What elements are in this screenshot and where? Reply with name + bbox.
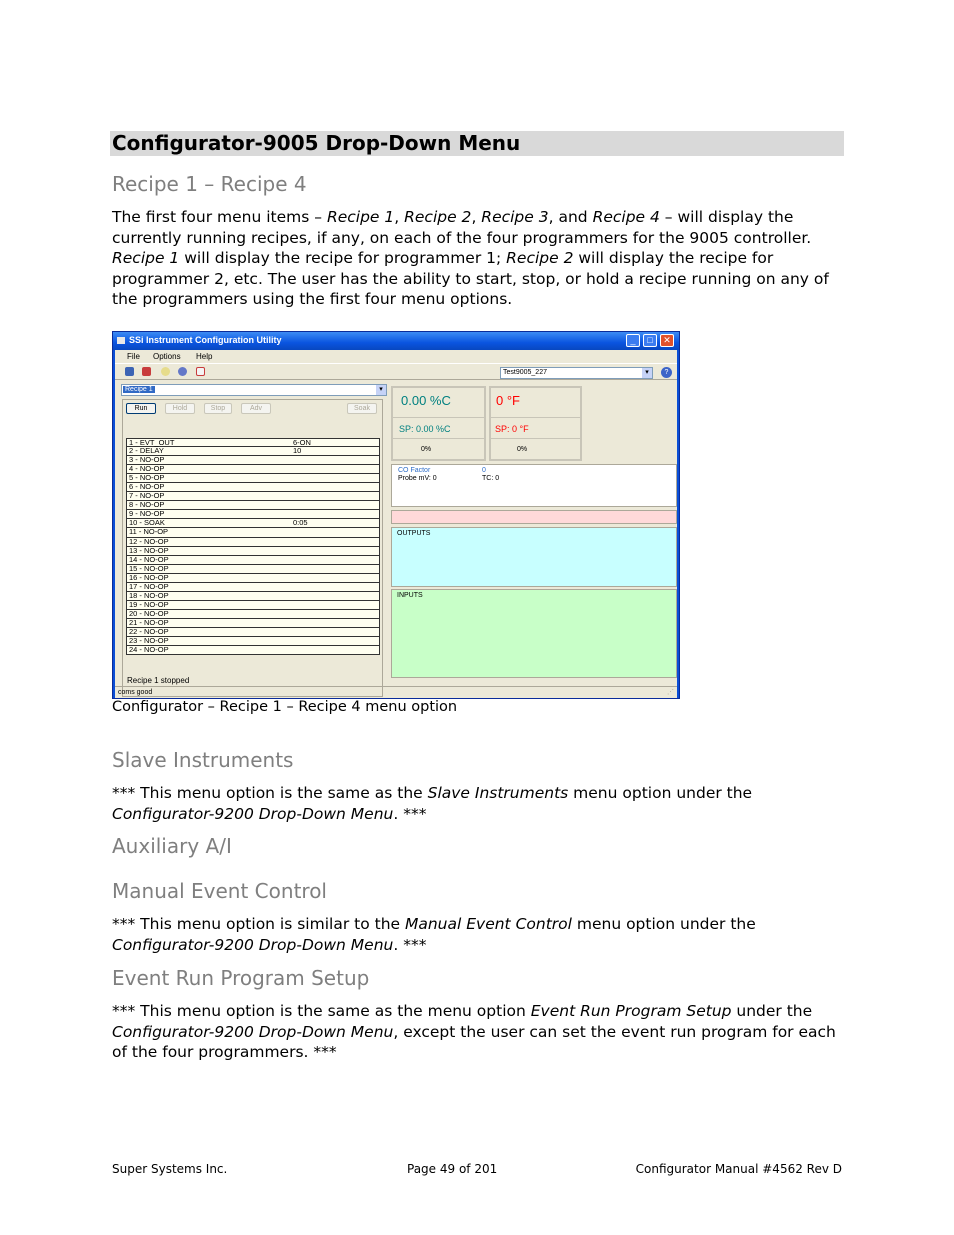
recipe-select[interactable]: Recipe 1 ▾ [121,384,387,396]
step-name: 12 - NO-OP [129,536,169,546]
minimize-button[interactable]: _ [626,334,640,347]
step-value: 6-ON [293,438,311,447]
divider [393,417,484,418]
chevron-down-icon: ▾ [642,368,652,378]
loop2-output: 0% [517,446,528,453]
divider [491,438,580,439]
help-icon[interactable]: ? [661,367,672,378]
slave-heading: Slave Instruments [112,748,294,772]
chevron-down-icon: ▾ [376,385,386,395]
app-icon [117,337,125,344]
edit-icon[interactable] [196,367,205,376]
eventrun-heading: Event Run Program Setup [112,966,370,990]
manual-heading: Manual Event Control [112,879,327,903]
recipe-step-list [126,438,380,655]
step-name: 13 - NO-OP [129,545,169,555]
menu-bar [115,350,677,363]
recipe-step-row[interactable] [126,465,380,474]
recipe-step-row[interactable] [126,646,380,655]
recipe-status: Recipe 1 stopped [127,676,190,685]
divider [393,438,484,439]
menu-options[interactable]: Options [153,352,181,361]
footer-page-number: Page 49 of 201 [407,1162,498,1176]
inputs-label: INPUTS [397,592,423,599]
step-name: 3 - NO-OP [129,455,165,465]
status-text: coms good [118,689,153,696]
recipe-step-row[interactable] [126,456,380,465]
step-name: 1 - EVT_OUT [129,438,175,447]
step-name: 21 - NO-OP [129,617,169,627]
step-name: 20 - NO-OP [129,608,169,618]
menu-help[interactable]: Help [196,352,213,361]
step-name: 4 - NO-OP [129,464,165,474]
soak-button[interactable]: Soak [347,403,377,414]
loop2-setpoint: SP: 0 °F [495,424,529,434]
aux-heading: Auxiliary A/I [112,834,232,858]
step-name: 17 - NO-OP [129,581,169,591]
inputs-panel [391,589,677,678]
run-button[interactable]: Run [126,403,156,414]
eventrun-paragraph: *** This menu option is the same as the menu option Event Run Program Setup under the Configurator-9200 Drop-Down Menu, except the user can set the event run program for each of the four programmers. *** [112,1002,836,1062]
step-value: 10 [293,446,302,456]
step-name: 10 - SOAK [129,518,165,528]
recipe-paragraph: The first four menu items – Recipe 1, Recipe 2, Recipe 3, and Recipe 4 – will display the currently running recipes, if any, on each of the four programmers for the 9005 controller. Recipe 1 will display the recipe for programmer 1; Recipe 2 will display the recipe for programmer 2, etc. The user has the ability to start, stop, or hold a recipe running on any of the programmers using the first four menu options. [112,208,829,309]
screenshot-window [112,331,680,699]
connect-icon[interactable] [125,367,134,376]
close-button[interactable]: ✕ [660,334,674,347]
step-name: 7 - NO-OP [129,491,165,501]
step-name: 23 - NO-OP [129,636,169,646]
loop1-setpoint: SP: 0.00 %C [399,424,451,434]
toolbar [115,363,677,380]
outputs-label: OUTPUTS [397,530,431,537]
divider [491,417,580,418]
menu-file[interactable]: File [127,352,140,361]
step-value: 0:05 [293,518,308,528]
step-name: 19 - NO-OP [129,599,169,609]
info-panel [391,464,677,507]
section-title: Configurator-9005 Drop-Down Menu [112,131,521,155]
step-name: 14 - NO-OP [129,554,169,564]
app-client-area [115,350,677,698]
recipe-step-row[interactable] [126,438,380,447]
step-name: 5 - NO-OP [129,473,165,483]
instrument-select[interactable]: Test9005_227 ▾ [500,367,653,379]
maximize-button[interactable]: □ [643,334,657,347]
step-name: 18 - NO-OP [129,590,169,600]
disconnect-icon[interactable] [142,367,151,376]
step-name: 9 - NO-OP [129,509,165,519]
title-bar [113,332,679,350]
loop2-pv: 0 °F [496,393,520,408]
step-name: 6 - NO-OP [129,482,165,492]
status-bar [115,686,677,699]
slave-paragraph: *** This menu option is the same as the Slave Instruments menu option under the Configurator-9200 Drop-Down Menu. *** [112,784,753,823]
step-name: 2 - DELAY [129,446,164,456]
recipe-heading: Recipe 1 – Recipe 4 [112,172,307,196]
step-name: 8 - NO-OP [129,500,165,510]
recipe-step-row[interactable] [126,483,380,492]
loop1-pv: 0.00 %C [401,393,451,408]
figure-caption: Configurator – Recipe 1 – Recipe 4 menu option [112,699,458,715]
step-name: 16 - NO-OP [129,572,169,582]
step-name: 11 - NO-OP [129,527,169,537]
recipe-step-row[interactable] [126,492,380,501]
probe-mv: Probe mV: 0 [398,475,437,482]
light-icon[interactable] [161,367,170,376]
outputs-panel [391,527,677,587]
recipe-step-row[interactable] [126,447,380,456]
advance-button[interactable]: Adv [241,403,271,414]
settings-icon[interactable] [178,367,187,376]
co-factor-value: 0 [482,467,486,474]
resize-grip-icon[interactable]: ⋰ [667,689,674,696]
step-name: 22 - NO-OP [129,626,169,636]
step-name: 24 - NO-OP [129,645,169,655]
thermocouple-reading: TC: 0 [482,475,500,482]
loop1-output: 0% [421,446,432,453]
alarm-bar [391,510,677,524]
footer-document-id: Configurator Manual #4562 Rev D [635,1162,842,1176]
co-factor-label: CO Factor [398,467,431,474]
manual-paragraph: *** This menu option is similar to the Manual Event Control menu option under the Configurator-9200 Drop-Down Menu. *** [112,915,756,954]
stop-button[interactable]: Stop [204,403,232,414]
hold-button[interactable]: Hold [165,403,195,414]
step-name: 15 - NO-OP [129,563,169,573]
footer-company: Super Systems Inc. [112,1162,228,1176]
recipe-step-row[interactable] [126,474,380,483]
recipe-step-row[interactable] [126,501,380,510]
window-title: SSi Instrument Configuration Utility [129,335,282,345]
